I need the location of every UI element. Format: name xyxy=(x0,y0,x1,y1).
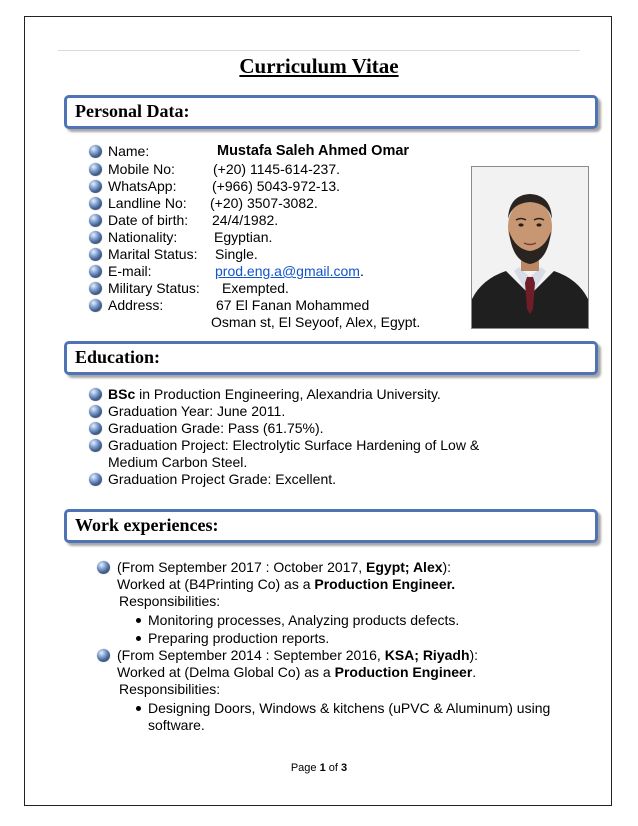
field-label: Mobile No: xyxy=(108,161,175,177)
bullet-icon xyxy=(89,388,102,401)
job-period-text xyxy=(117,647,478,664)
field-value: 67 El Fanan Mohammed xyxy=(216,297,370,313)
duty-text: Preparing production reports. xyxy=(148,630,330,646)
education-text: Graduation Project Grade: Excellent. xyxy=(108,471,337,487)
section-work-experiences xyxy=(64,509,598,543)
portrait-illustration xyxy=(472,167,588,328)
bullet-icon xyxy=(89,214,102,227)
bullet-icon xyxy=(89,231,102,244)
field-label: Landline No: xyxy=(108,195,187,211)
field-value: (+966) 5043-972-13. xyxy=(212,178,341,194)
bullet-icon xyxy=(89,163,102,176)
bullet-icon xyxy=(89,299,102,312)
document-title: Curriculum Vitae xyxy=(239,54,399,78)
bullet-icon xyxy=(89,248,102,261)
section-education xyxy=(64,341,598,375)
period-location: Egypt; Alex xyxy=(366,559,443,575)
duty-text-continued: software. xyxy=(148,717,205,733)
section-heading: Work experiences: xyxy=(75,515,219,535)
responsibilities-label: Responsibilities: xyxy=(119,593,221,609)
bullet-icon xyxy=(89,265,102,278)
field-label: E-mail: xyxy=(108,263,152,279)
page-footer xyxy=(0,762,638,774)
header-rule xyxy=(58,50,580,51)
email-field-value xyxy=(215,263,364,280)
period-dates: (From September 2014 : September 2016, xyxy=(117,647,385,663)
education-text-continued: Medium Carbon Steel. xyxy=(108,454,248,470)
job-company xyxy=(117,664,476,681)
bullet-icon xyxy=(97,561,110,574)
bullet-icon xyxy=(89,197,102,210)
period-suffix: ): xyxy=(469,647,479,663)
field-label: Military Status: xyxy=(108,280,200,296)
field-value: Single. xyxy=(215,246,258,262)
company-text: Worked at (Delma Global Co) as a xyxy=(117,664,335,680)
section-heading: Personal Data: xyxy=(75,101,190,121)
field-value: (+20) 3507-3082. xyxy=(210,195,318,211)
field-label: Address: xyxy=(108,297,164,313)
field-label: Name: xyxy=(108,143,150,159)
bullet-dot xyxy=(136,706,141,711)
education-text: Graduation Project: Electrolytic Surface Hardening of Low & xyxy=(108,437,480,453)
duty-text: Monitoring processes, Analyzing products defects. xyxy=(148,612,460,628)
field-value: (+20) 1145-614-237. xyxy=(213,161,340,177)
footer-middle: of xyxy=(325,762,342,774)
education-text: Graduation Grade: Pass (61.75%). xyxy=(108,420,324,436)
bullet-icon xyxy=(89,282,102,295)
bullet-dot xyxy=(136,618,141,623)
responsibilities-label: Responsibilities: xyxy=(119,681,221,697)
company-text: Worked at (B4Printing Co) as a xyxy=(117,576,315,592)
job-role: Production Engineer. xyxy=(314,576,456,592)
field-value: Exempted. xyxy=(222,280,289,296)
field-value: Mustafa Saleh Ahmed Omar xyxy=(217,143,410,159)
email-link[interactable]: prod.eng.a@gmail.com xyxy=(215,263,360,279)
email-suffix: . xyxy=(359,263,364,279)
field-label: WhatsApp: xyxy=(108,178,177,194)
role-suffix: . xyxy=(472,664,477,680)
field-label: Nationality: xyxy=(108,229,178,245)
job-period-text xyxy=(117,559,451,576)
degree-label: BSc xyxy=(108,386,136,402)
degree-text: in Production Engineering, Alexandria University. xyxy=(135,386,441,402)
section-personal-data xyxy=(64,95,598,129)
field-label: Marital Status: xyxy=(108,246,198,262)
bullet-icon xyxy=(89,473,102,486)
address-line-2: Osman st, El Seyoof, Alex, Egypt. xyxy=(211,314,421,330)
footer-prefix: Page xyxy=(290,762,320,774)
bullet-icon xyxy=(89,422,102,435)
bullet-icon xyxy=(97,649,110,662)
job-role: Production Engineer xyxy=(334,664,473,680)
field-value: 24/4/1982. xyxy=(212,212,279,228)
duty-text: Designing Doors, Windows & kitchens (uPVC & Aluminum) using xyxy=(148,700,551,716)
current-page: 1 xyxy=(319,762,326,774)
field-value: Egyptian. xyxy=(214,229,273,245)
period-suffix: ): xyxy=(442,559,452,575)
profile-photo xyxy=(471,166,589,329)
period-location: KSA; Riyadh xyxy=(384,647,470,663)
education-text xyxy=(108,386,441,403)
bullet-icon xyxy=(89,180,102,193)
period-dates: (From September 2017 : October 2017, xyxy=(117,559,367,575)
bullet-dot xyxy=(136,636,141,641)
job-company xyxy=(117,576,455,593)
field-label: Date of birth: xyxy=(108,212,189,228)
bullet-icon xyxy=(89,405,102,418)
section-heading: Education: xyxy=(75,347,161,367)
bullet-icon xyxy=(89,439,102,452)
total-pages: 3 xyxy=(341,762,348,774)
bullet-icon xyxy=(89,145,102,158)
education-text: Graduation Year: June 2011. xyxy=(108,403,286,419)
